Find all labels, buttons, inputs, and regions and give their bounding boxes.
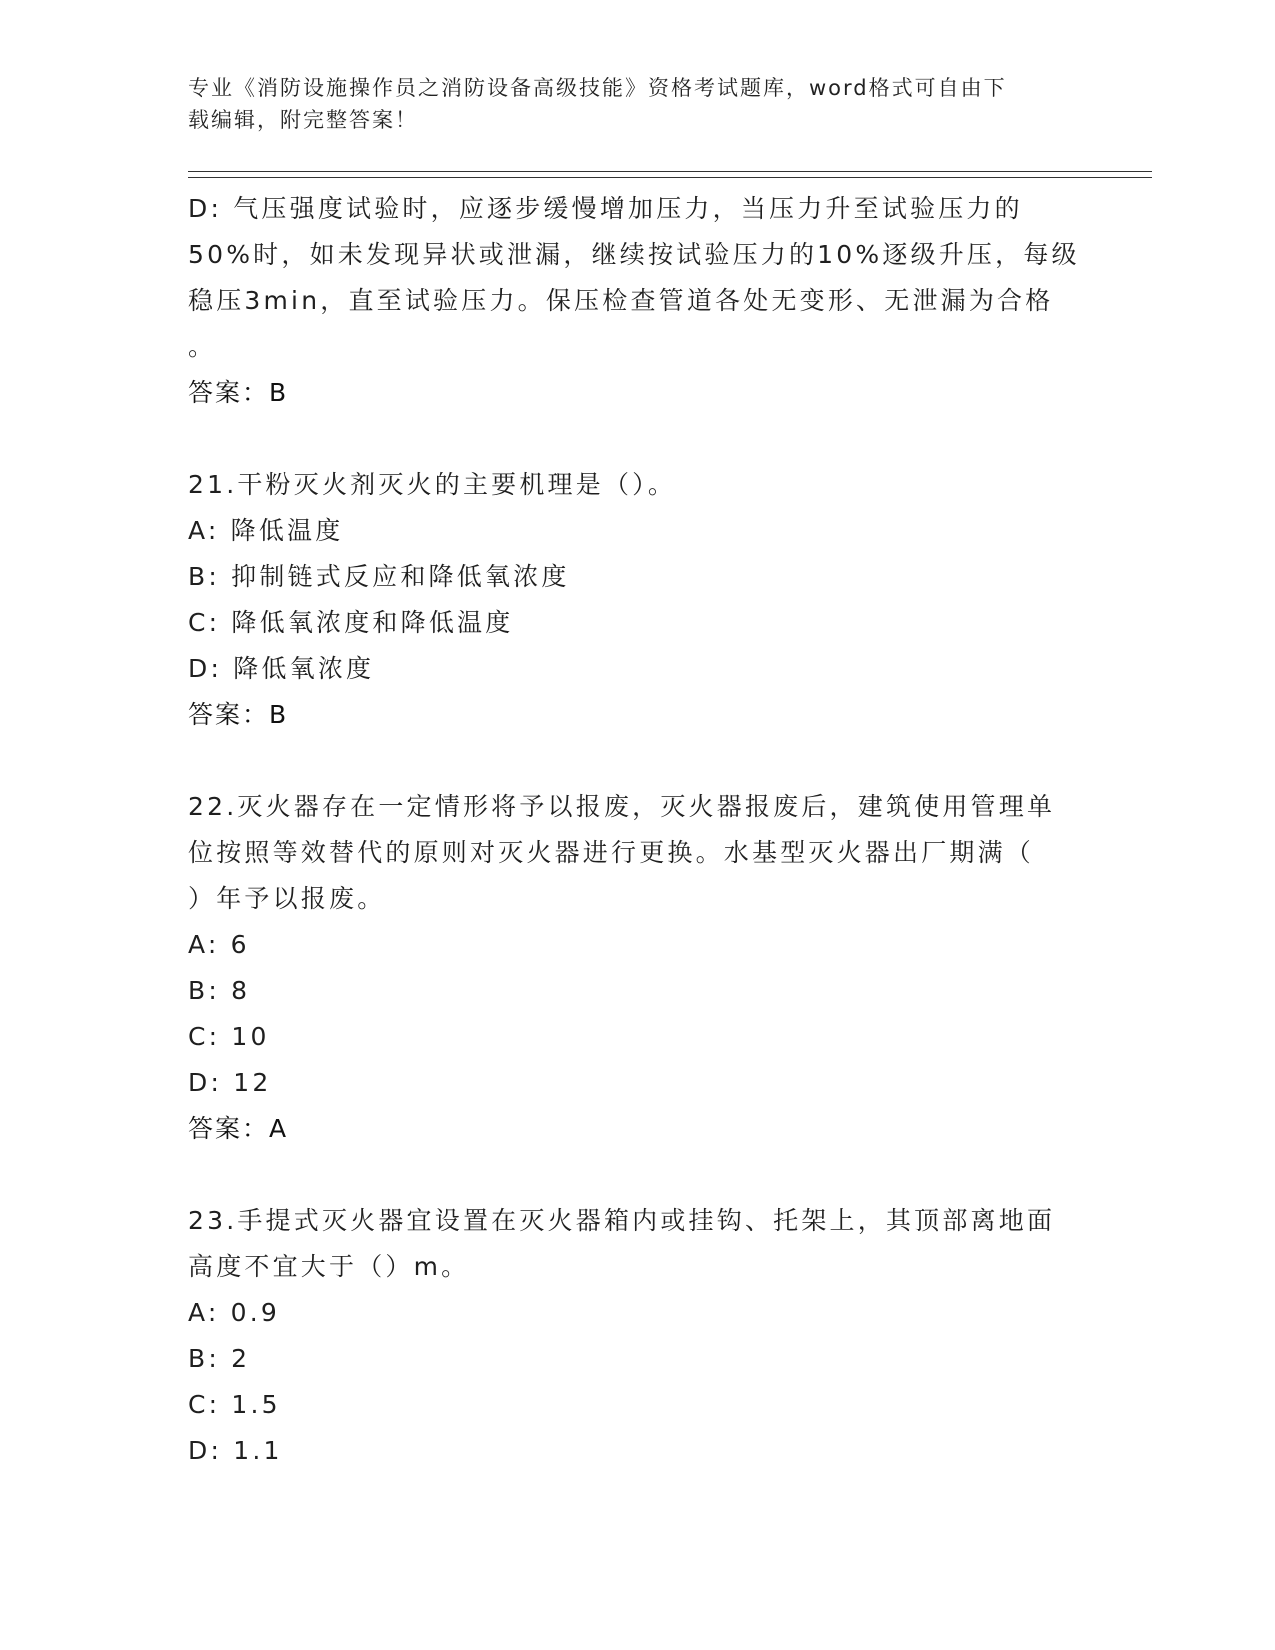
option-c: C: 1.5	[188, 1390, 281, 1419]
previous-question-tail	[188, 186, 1088, 416]
option-b: B: 2	[188, 1344, 251, 1373]
header-divider-bottom	[188, 177, 1152, 178]
option-d: D: 1.1	[188, 1436, 283, 1465]
document-header	[188, 72, 1068, 136]
answer-label: 答案：B	[188, 700, 289, 729]
question-22	[188, 784, 1088, 1152]
option-b: B: 抑制链式反应和降低氧浓度	[188, 562, 570, 591]
question-stem: 位按照等效替代的原则对灭火器进行更换。水基型灭火器出厂期满（	[188, 838, 1035, 867]
option-d-line: 稳压3min，直至试验压力。保压检查管道各处无变形、无泄漏为合格	[188, 286, 1054, 315]
option-d-line: D: 气压强度试验时，应逐步缓慢增加压力，当压力升至试验压力的	[188, 194, 1023, 223]
question-stem: 22.灭火器存在一定情形将予以报废，灭火器报废后，建筑使用管理单	[188, 792, 1056, 821]
option-d-line: 。	[188, 332, 217, 361]
question-stem: ）年予以报废。	[188, 884, 386, 913]
answer-label: 答案：B	[188, 378, 289, 407]
option-d: D: 降低氧浓度	[188, 654, 375, 683]
header-line-1: 专业《消防设施操作员之消防设备高级技能》资格考试题库，word格式可自由下	[188, 76, 1007, 100]
header-line-2: 载编辑，附完整答案！	[188, 108, 418, 132]
option-a: A: 0.9	[188, 1298, 280, 1327]
question-stem: 高度不宜大于（）m。	[188, 1252, 470, 1281]
question-stem: 23.手提式灭火器宜设置在灭火器箱内或挂钩、托架上，其顶部离地面	[188, 1206, 1056, 1235]
option-d: D: 12	[188, 1068, 272, 1097]
question-content	[188, 186, 1088, 1474]
question-23	[188, 1198, 1088, 1474]
option-c: C: 10	[188, 1022, 270, 1051]
option-a: A: 降低温度	[188, 516, 344, 545]
answer-label: 答案：A	[188, 1114, 289, 1143]
header-divider-top	[188, 171, 1152, 172]
question-21	[188, 462, 1088, 738]
option-c: C: 降低氧浓度和降低温度	[188, 608, 514, 637]
question-stem: 21.干粉灭火剂灭火的主要机理是（）。	[188, 470, 677, 499]
option-d-line: 50%时，如未发现异状或泄漏，继续按试验压力的10%逐级升压，每级	[188, 240, 1080, 269]
option-b: B: 8	[188, 976, 251, 1005]
option-a: A: 6	[188, 930, 250, 959]
